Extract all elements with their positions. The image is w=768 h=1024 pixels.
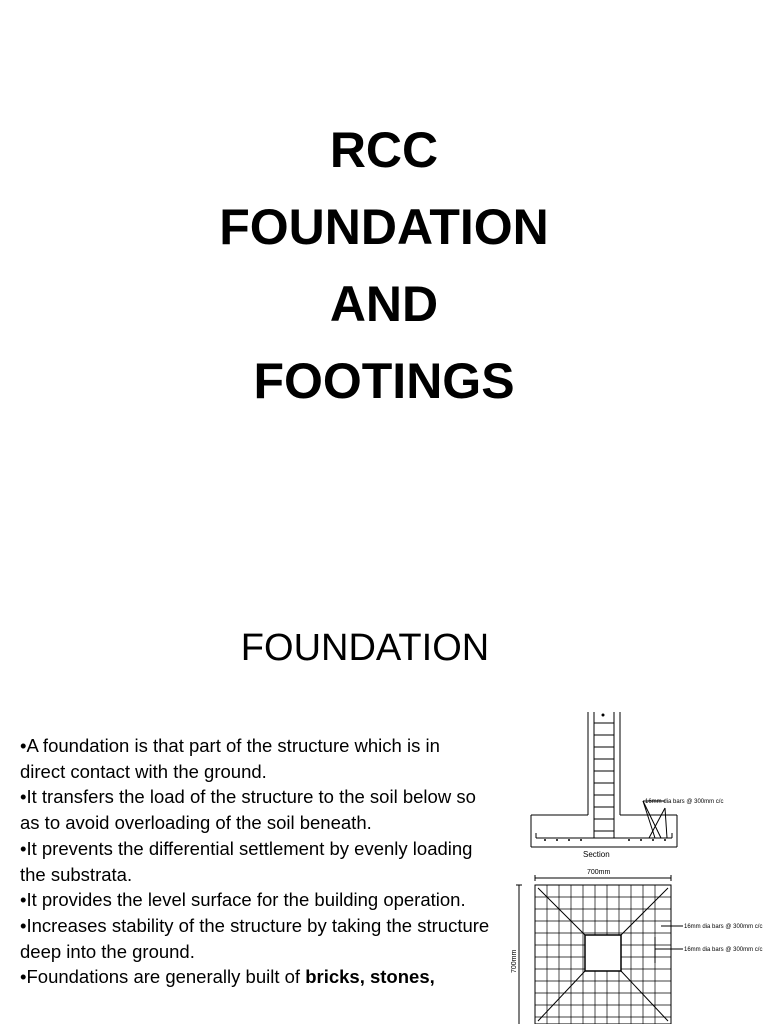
bullet-item: •It transfers the load of the structure to the soil below so as to avoid overloading of the soil beneath. bbox=[20, 786, 476, 834]
footing-diagram bbox=[505, 705, 768, 1024]
slide-title bbox=[0, 112, 768, 420]
section-bar-label: 16mm dia bars @ 300mm c/c bbox=[645, 799, 724, 805]
bullet-item: •Increases stability of the structure by taking the structure deep into the ground. bbox=[20, 914, 490, 962]
title-line-4: FOOTINGS bbox=[253, 353, 515, 409]
section-drawing bbox=[531, 712, 677, 847]
bullet-item: •It prevents the differential settlement by evenly loading the substrata. bbox=[20, 837, 473, 885]
bullet-text: •Foundations are generally built of bbox=[20, 966, 306, 988]
section-heading: FOUNDATION bbox=[240, 627, 490, 669]
plan-width-label: 700mm bbox=[587, 869, 611, 876]
section-bar-dots bbox=[544, 714, 666, 842]
bullet-item bbox=[20, 964, 490, 990]
plan-bar-label-2: 16mm dia bars @ 300mm c/c bbox=[684, 947, 763, 953]
bullet-item: •A foundation is that part of the structure which is in direct contact with the ground. bbox=[20, 735, 440, 782]
section-label: Section bbox=[583, 850, 610, 859]
plan-height-label: 700mm bbox=[511, 949, 518, 973]
title-line-2: FOUNDATION bbox=[219, 199, 549, 255]
title-line-1: RCC bbox=[329, 122, 439, 178]
title-line-3: AND bbox=[329, 276, 439, 332]
plan-bar-label-1: 16mm dia bars @ 300mm c/c bbox=[684, 924, 763, 930]
bullet-bold-text: bricks, stones, bbox=[305, 966, 435, 988]
bullet-item: •It provides the level surface for the building operation. bbox=[20, 889, 466, 911]
bullet-list bbox=[20, 733, 490, 990]
